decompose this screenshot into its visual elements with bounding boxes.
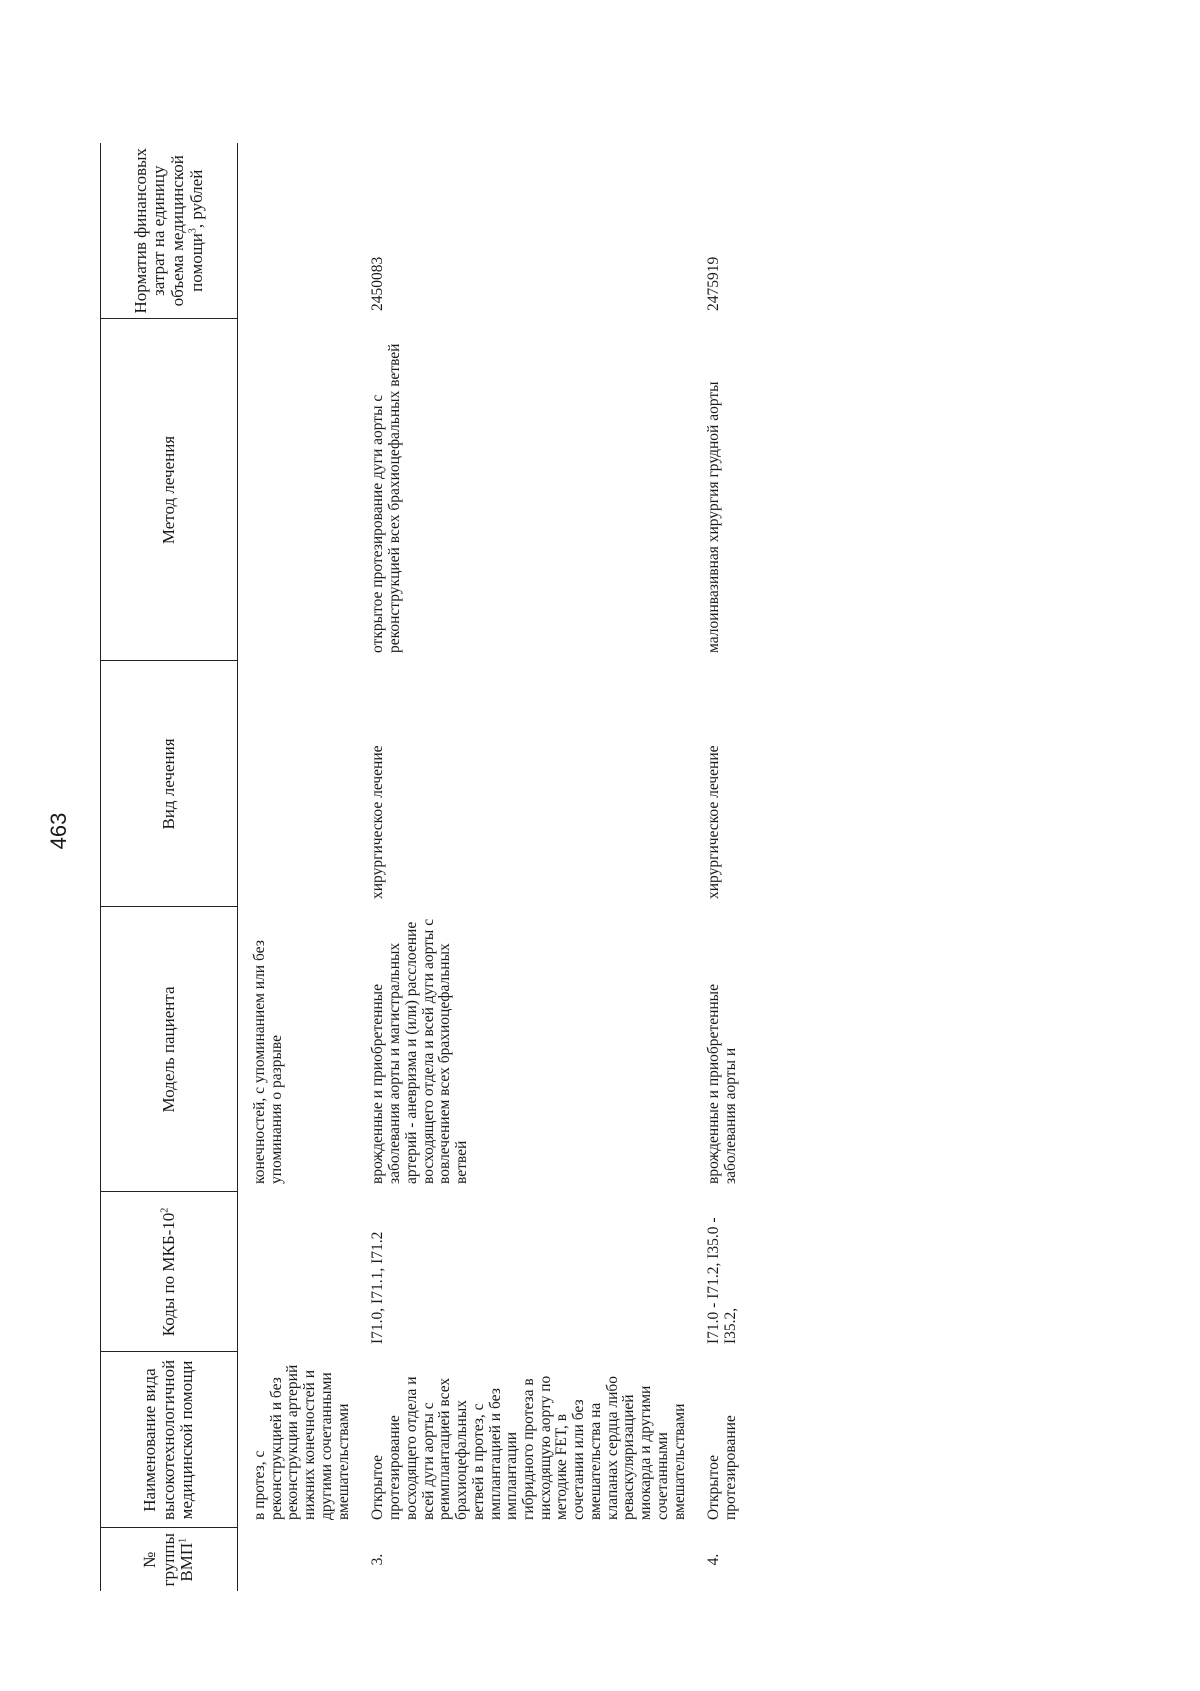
header-norm: Норматив финансовых затрат на единицу объема медицинской помощи$^3$, рублей <box>101 143 238 319</box>
cell-type: хирургическое лечение <box>705 745 723 899</box>
cell-price: 2475919 <box>705 256 723 311</box>
cell-method: открытое протезирование дуги аорты с реконструкцией всех брахиоцефальных ветвей <box>369 343 404 653</box>
cell-codes: I71.0, I71.1, I71.2 <box>369 1231 387 1344</box>
table-row <box>692 143 743 1591</box>
cell-type <box>238 661 357 907</box>
header-model: Модель пациента <box>101 907 238 1192</box>
cell-codes: I71.0 - I71.2, I35.0 - I35.2, <box>705 1217 740 1344</box>
cell-model: врожденные и приобретенные заболевания аорты и магистральных артерий - аневризма и (или) расслоение восходящего отдела и всей дуги аорты с вовлечением всех брахиоцефальных ветвей <box>369 918 471 1184</box>
table-row <box>356 143 692 1591</box>
cell-num <box>238 1528 357 1591</box>
table-row <box>238 143 357 1591</box>
cell-model: врожденные и приобретенные заболевания аорты и <box>705 984 740 1184</box>
header-group-number: № группы ВМП$^1$ <box>101 1528 238 1591</box>
header-codes: Коды по МКБ-$10^2$ <box>101 1192 238 1352</box>
header-method: Метод лечения <box>101 319 238 661</box>
cell-type: хирургическое лечение <box>369 745 387 899</box>
cell-method: малоинвазивная хирургия грудной аорты <box>705 381 723 653</box>
cell-num: 4. <box>705 1553 723 1566</box>
cell-name: Открытое протезирование <box>705 1415 740 1520</box>
header-name: Наименование вида высокотехнологичной медицинской помощи <box>101 1352 238 1528</box>
cell-price <box>238 143 357 319</box>
cell-name: Открытое протезирование восходящего отдела и всей дуги аорты с реимплантацией всех брахиоцефальных ветвей в протез, с имплантацией и без имплантации гибридного протеза в нисходящую аорту по методике FET, в сочетании или без вмешательства на клапанах сердца либо реваскуляризацией миокарда и другими сочетанными вмешательствами <box>369 1375 688 1520</box>
cell-num: 3. <box>369 1553 387 1566</box>
cell-model: конечностей, с упоминанием или без упоминания о разрыве <box>251 940 285 1184</box>
header-type: Вид лечения <box>101 661 238 907</box>
cell-codes <box>238 1192 357 1352</box>
cell-method <box>238 319 357 661</box>
vmp-table <box>100 143 744 1591</box>
cell-name: в протез, с реконструкцией и без реконструкции артерий нижних конечностей и другими сочетанными вмешательствами <box>251 1364 352 1520</box>
page-number: 463 <box>46 812 71 850</box>
table-header-row <box>101 143 238 1591</box>
cell-price: 2450083 <box>369 256 387 311</box>
